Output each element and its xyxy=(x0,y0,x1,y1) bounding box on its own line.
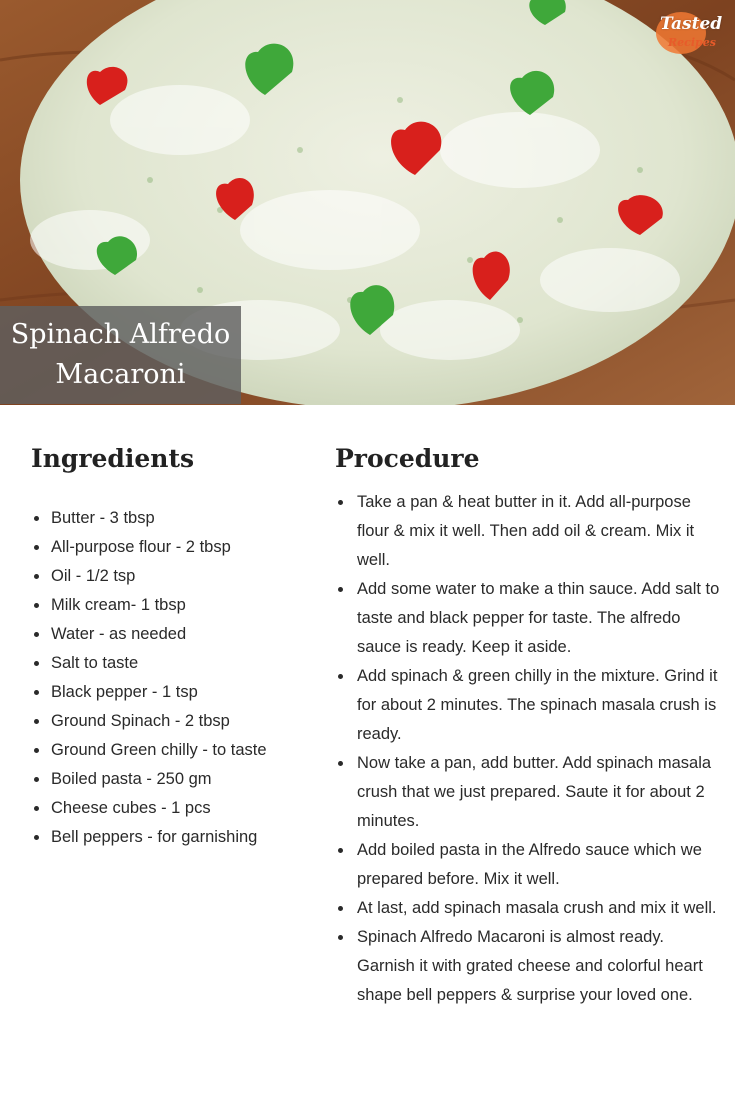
ingredient-item: Salt to taste xyxy=(31,649,321,678)
brand-logo xyxy=(648,12,723,56)
ingredient-item: All-purpose flour - 2 tbsp xyxy=(31,533,321,562)
procedure-step: Add spinach & green chilly in the mixture. Grind it for about 2 minutes. The spinach masala crush is ready. xyxy=(335,662,720,749)
ingredients-section xyxy=(31,440,321,852)
ingredients-list xyxy=(31,504,321,852)
ingredient-item: Black pepper - 1 tsp xyxy=(31,678,321,707)
ingredient-item: Ground Green chilly - to taste xyxy=(31,736,321,765)
procedure-step: Take a pan & heat butter in it. Add all-purpose flour & mix it well. Then add oil & cream. Mix it well. xyxy=(335,488,720,575)
ingredient-item: Bell peppers - for garnishing xyxy=(31,823,321,852)
hero-photo xyxy=(0,0,735,405)
procedure-step: At last, add spinach masala crush and mix it well. xyxy=(335,894,720,923)
ingredients-heading: Ingredients xyxy=(31,444,195,473)
ingredient-item: Milk cream- 1 tbsp xyxy=(31,591,321,620)
procedure-step: Add boiled pasta in the Alfredo sauce which we prepared before. Mix it well. xyxy=(335,836,720,894)
ingredient-item: Butter - 3 tbsp xyxy=(31,504,321,533)
procedure-list xyxy=(335,488,720,1010)
logo-text-tasted: Tasted xyxy=(660,14,723,34)
ingredient-item: Boiled pasta - 250 gm xyxy=(31,765,321,794)
recipe-title-line2: Macaroni xyxy=(55,359,186,390)
recipe-title-banner xyxy=(0,306,241,404)
ingredient-item: Water - as needed xyxy=(31,620,321,649)
procedure-step: Now take a pan, add butter. Add spinach masala crush that we just prepared. Saute it for about 2 minutes. xyxy=(335,749,720,836)
procedure-step: Spinach Alfredo Macaroni is almost ready. Garnish it with grated cheese and colorful heart shape bell peppers & surprise your loved one. xyxy=(335,923,720,1010)
procedure-section xyxy=(335,440,720,1010)
procedure-heading: Procedure xyxy=(335,444,480,473)
ingredient-item: Oil - 1/2 tsp xyxy=(31,562,321,591)
ingredient-item: Ground Spinach - 2 tbsp xyxy=(31,707,321,736)
ingredient-item: Cheese cubes - 1 pcs xyxy=(31,794,321,823)
procedure-step: Add some water to make a thin sauce. Add salt to taste and black pepper for taste. The alfredo sauce is ready. Keep it aside. xyxy=(335,575,720,662)
logo-text-recipes: Recipes xyxy=(668,36,716,49)
recipe-title-line1: Spinach Alfredo xyxy=(10,319,231,350)
